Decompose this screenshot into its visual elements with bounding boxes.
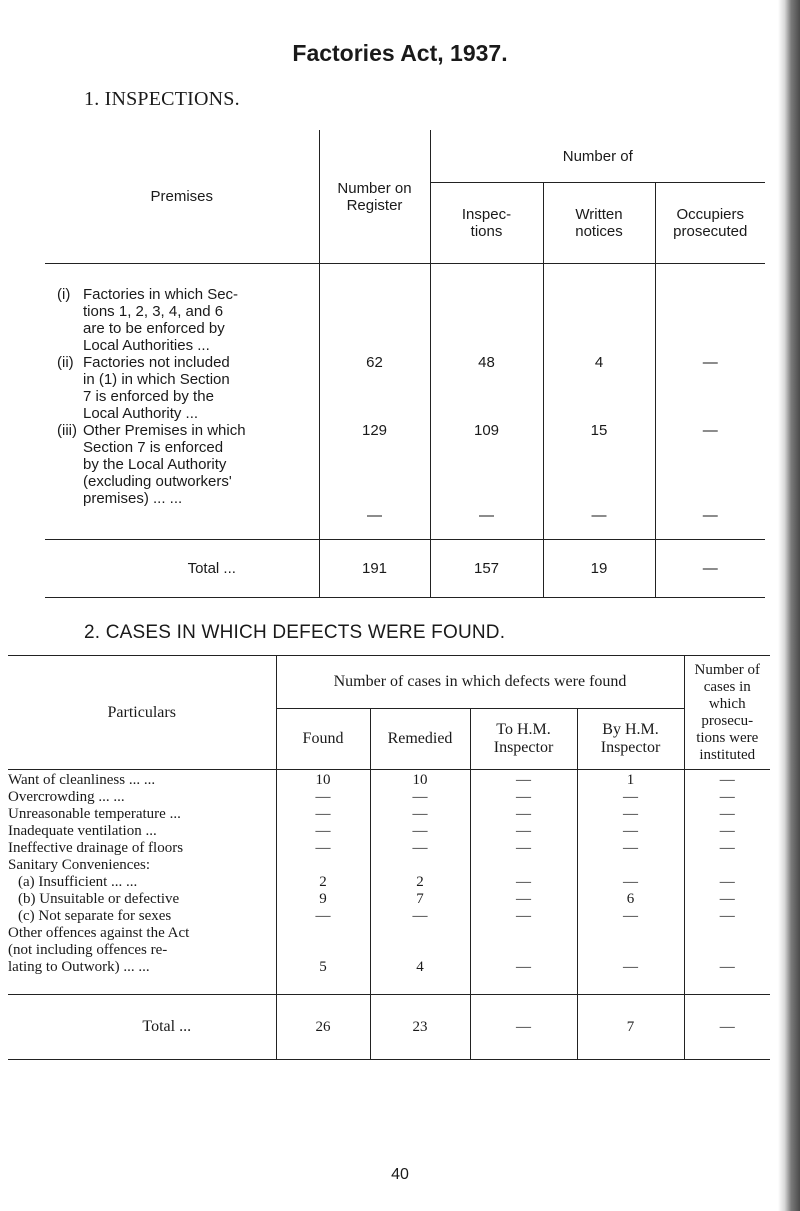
list-item: lating to Outwork) ... ...: [8, 959, 150, 975]
page-edge-shadow: [778, 0, 800, 1211]
to-hm-values: — — — — — — — — —: [470, 770, 577, 995]
premises-item: (iii) Other Premises in which Section 7 is enforced by the Local Authority (excluding outworkers' premises) ... ...: [57, 422, 246, 507]
premises-item: (ii) Factories not included in (1) in which Section 7 is enforced by the Local Authority ...: [57, 354, 230, 422]
defects-table: [8, 655, 770, 1060]
list-item: Sanitary Conveniences:: [8, 857, 151, 873]
register-values: 62 129 —: [319, 264, 430, 540]
page-number: 40: [391, 1166, 409, 1183]
list-item: (a) Insufficient ... ...: [18, 874, 138, 890]
header-defects-found: Number of cases in which defects were found: [276, 656, 684, 709]
list-item: Overcrowding ... ...: [8, 789, 125, 805]
total-label: Total ...: [45, 540, 319, 598]
header-particulars: Particulars: [8, 656, 276, 770]
inspections-values: 48 109 —: [430, 264, 543, 540]
written-values: 4 15 —: [543, 264, 655, 540]
list-item: (c) Not separate for sexes: [18, 908, 172, 924]
header-occupiers-prosecuted: Occupiers prosecuted: [655, 183, 765, 264]
premises-list: [45, 264, 319, 540]
found-values: 10 — — — — 2 9 — 5: [276, 770, 370, 995]
list-item: Unreasonable temperature ...: [8, 806, 181, 822]
header-inspections: Inspec- tions: [430, 183, 543, 264]
header-remedied: Remedied: [370, 709, 470, 770]
header-prosecutions: Number of cases in which prosecu- tions were instituted: [684, 656, 770, 770]
particulars-list: [8, 770, 276, 995]
by-hm-values: 1 — — — — — 6 — —: [577, 770, 684, 995]
header-written-notices: Written notices: [543, 183, 655, 264]
header-found: Found: [276, 709, 370, 770]
header-by-hm-inspector: By H.M. Inspector: [577, 709, 684, 770]
list-item: Other offences against the Act: [8, 925, 190, 941]
total-label: Total ...: [8, 995, 276, 1060]
list-item: (b) Unsuitable or defective: [18, 891, 180, 907]
table-row-total: Total ... 191 157 19 —: [45, 540, 765, 598]
prosecuted-values: — — —: [655, 264, 765, 540]
header-register: Number on Register: [319, 130, 430, 264]
premises-item: (i) Factories in which Sec- tions 1, 2, 3, 4, and 6 are to be enforced by Local Authorities ...: [57, 286, 239, 354]
inspections-table: [45, 130, 765, 598]
list-item: (not including offences re-: [8, 942, 168, 958]
page-title: Factories Act, 1937.: [292, 40, 508, 66]
list-item: Inadequate ventilation ...: [8, 823, 157, 839]
list-item: Ineffective drainage of floors: [8, 840, 184, 856]
table-row-total: Total ... 26 23 — 7 —: [8, 995, 770, 1060]
header-number-of: Number of: [430, 130, 765, 183]
header-to-hm-inspector: To H.M. Inspector: [470, 709, 577, 770]
remedied-values: 10 — — — — 2 7 — 4: [370, 770, 470, 995]
prosecutions-values: — — — — — — — — —: [684, 770, 770, 995]
section-heading-inspections: 1. INSPECTIONS.: [84, 88, 240, 110]
section-heading-defects: 2. CASES IN WHICH DEFECTS WERE FOUND.: [84, 622, 506, 643]
header-premises: Premises: [45, 130, 319, 264]
list-item: Want of cleanliness ... ...: [8, 772, 156, 788]
